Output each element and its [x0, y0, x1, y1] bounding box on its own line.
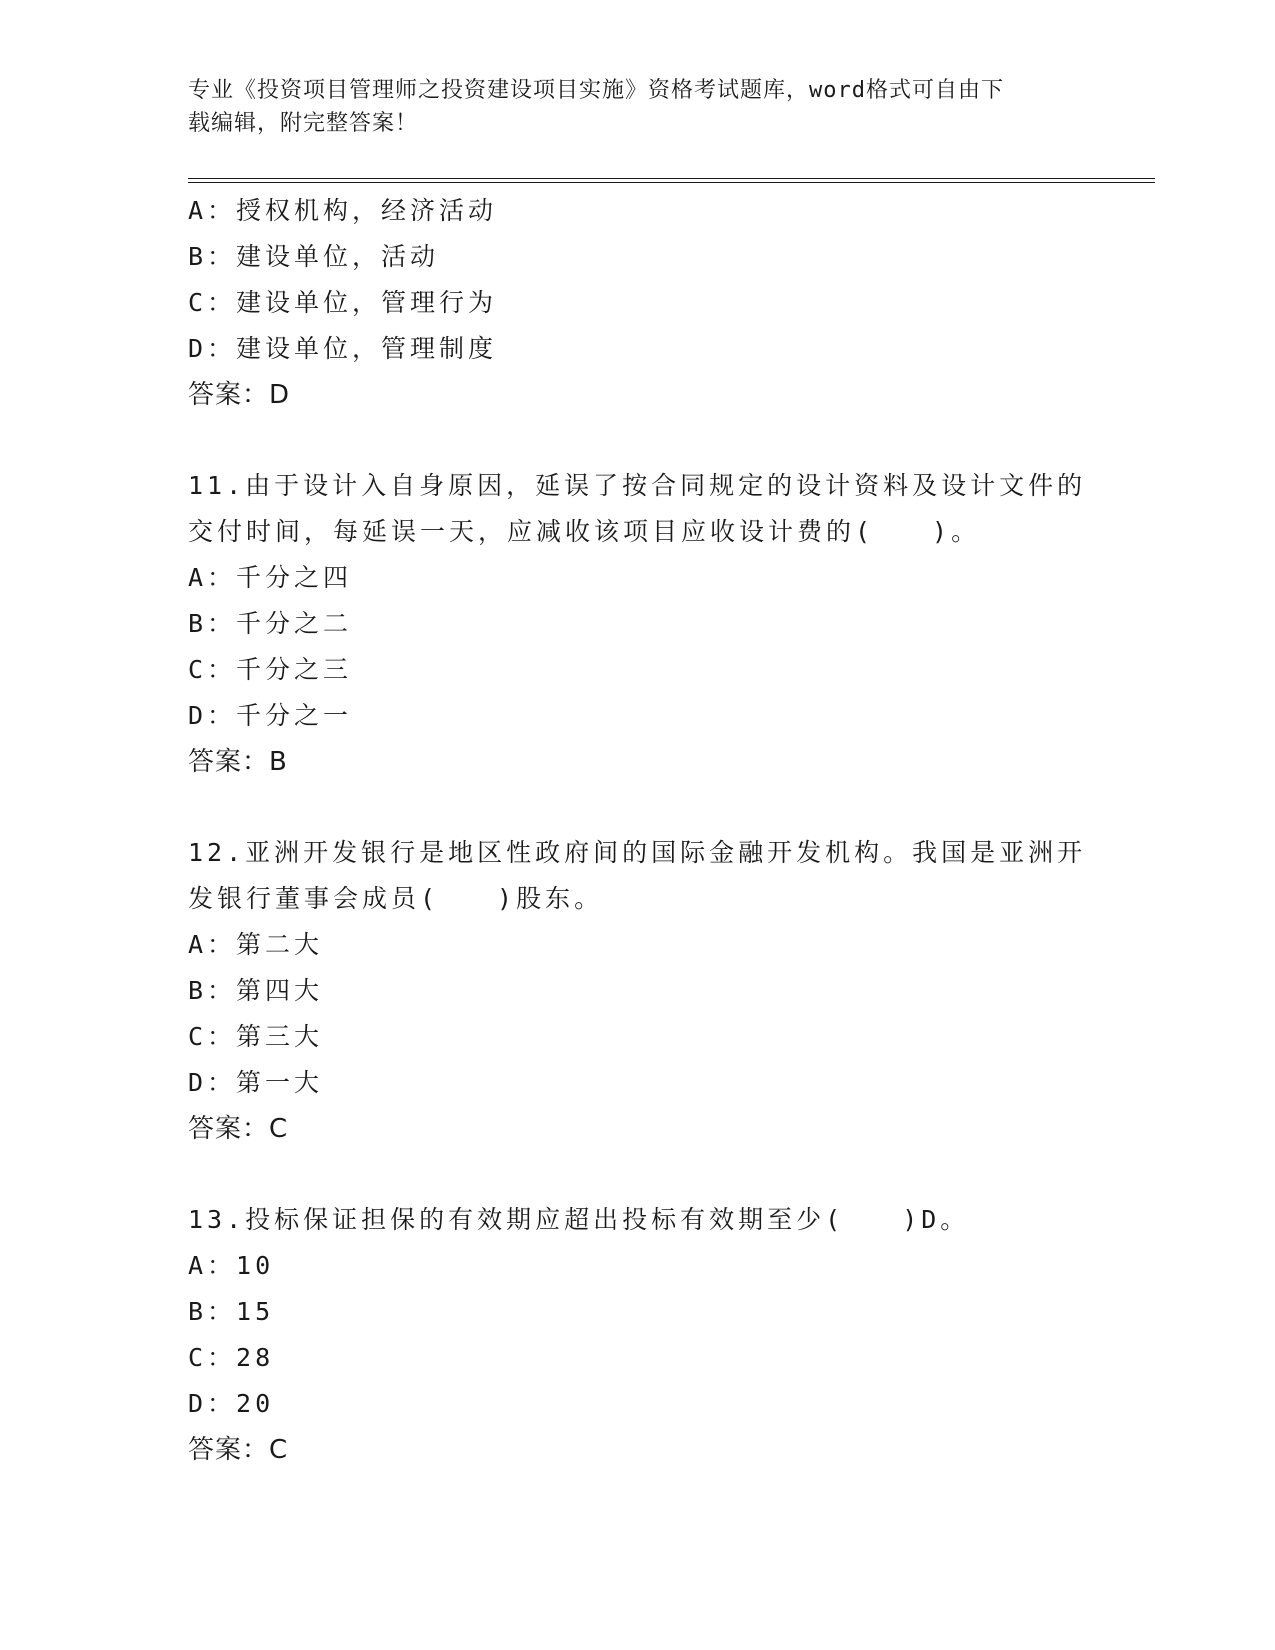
answer: 答案：D — [188, 380, 291, 410]
question-10 — [188, 188, 1088, 418]
header-divider-bottom — [188, 182, 1155, 183]
header-line-1: 专业《投资项目管理师之投资建设项目实施》资格考试题库，word格式可自由下 — [188, 78, 1004, 103]
option-b: B：千分之二 — [188, 609, 353, 638]
option-c: C：千分之三 — [188, 655, 353, 684]
option-a: A：千分之四 — [188, 563, 353, 592]
question-stem-line-1: 13.投标保证担保的有效期应超出投标有效期至少( )D。 — [188, 1205, 970, 1234]
question-13 — [188, 1197, 1088, 1473]
question-stem-line-2: 发银行董事会成员( )股东。 — [188, 884, 604, 913]
header-line-2: 载编辑，附完整答案！ — [188, 111, 419, 136]
option-a: A：授权机构，经济活动 — [188, 196, 498, 225]
question-12 — [188, 830, 1088, 1152]
question-11 — [188, 463, 1088, 785]
option-c: C：建设单位，管理行为 — [188, 288, 498, 317]
option-a: A：第二大 — [188, 930, 324, 959]
question-stem-line-1: 11.由于设计入自身原因，延误了按合同规定的设计资料及设计文件的 — [188, 471, 1087, 500]
option-b: B：建设单位，活动 — [188, 242, 440, 271]
header-divider-top — [188, 178, 1155, 179]
option-d: D：20 — [188, 1389, 275, 1418]
document-header — [188, 74, 1088, 140]
question-stem-line-1: 12.亚洲开发银行是地区性政府间的国际金融开发机构。我国是亚洲开 — [188, 838, 1087, 867]
question-list — [188, 188, 1088, 1473]
option-c: C：28 — [188, 1343, 275, 1372]
option-b: B：15 — [188, 1297, 275, 1326]
option-a: A：10 — [188, 1251, 275, 1280]
answer: 答案：C — [188, 1435, 289, 1465]
option-d: D：千分之一 — [188, 701, 353, 730]
option-d: D：建设单位，管理制度 — [188, 334, 498, 363]
option-c: C：第三大 — [188, 1022, 324, 1051]
option-b: B：第四大 — [188, 976, 324, 1005]
answer: 答案：B — [188, 747, 288, 777]
option-d: D：第一大 — [188, 1068, 324, 1097]
question-stem-line-2: 交付时间，每延误一天，应减收该项目应收设计费的( )。 — [188, 517, 981, 546]
answer: 答案：C — [188, 1114, 289, 1144]
